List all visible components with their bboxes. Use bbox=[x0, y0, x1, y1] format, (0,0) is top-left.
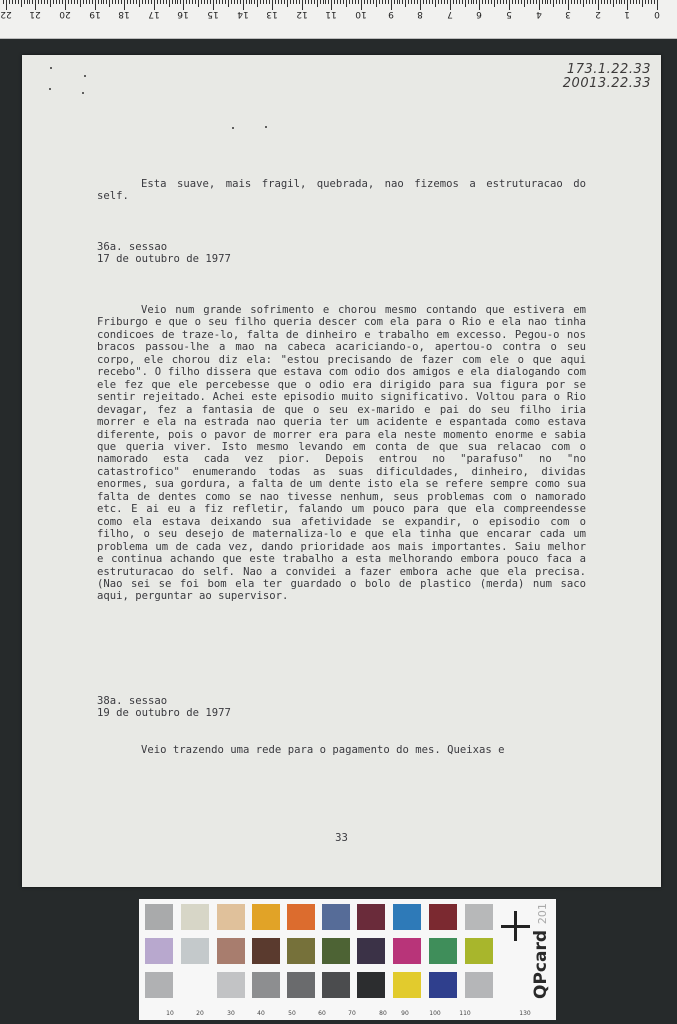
ruler-tick bbox=[32, 0, 33, 4]
ruler-tick bbox=[405, 0, 406, 7]
color-swatch bbox=[429, 938, 457, 964]
ruler-tick bbox=[177, 0, 178, 4]
ruler-tick bbox=[151, 0, 152, 4]
color-swatch bbox=[322, 904, 350, 930]
ruler-tick bbox=[195, 0, 196, 4]
ruler-tick bbox=[604, 0, 605, 4]
ruler-tick bbox=[346, 0, 347, 7]
ruler-tick bbox=[426, 0, 427, 4]
ruler-tick bbox=[12, 0, 13, 4]
ruler-tick bbox=[613, 0, 614, 7]
ruler-tick bbox=[394, 0, 395, 4]
ruler-tick bbox=[621, 0, 622, 4]
ruler-tick bbox=[18, 0, 19, 4]
ruler-tick bbox=[571, 0, 572, 4]
ruler-tick bbox=[71, 0, 72, 4]
ruler-tick bbox=[86, 0, 87, 4]
ruler-tick bbox=[98, 0, 99, 4]
ruler-tick bbox=[27, 0, 28, 4]
ruler-tick bbox=[388, 0, 389, 4]
session-title: 38a. sessao bbox=[97, 695, 168, 707]
ruler-tick bbox=[163, 0, 164, 4]
ruler-tick bbox=[610, 0, 611, 4]
ruler-tick bbox=[530, 0, 531, 4]
ruler-tick bbox=[370, 0, 371, 4]
ruler-tick bbox=[257, 0, 258, 7]
color-swatch bbox=[145, 972, 173, 998]
ruler-tick bbox=[586, 0, 587, 4]
ruler-tick bbox=[435, 0, 436, 7]
ruler-tick bbox=[260, 0, 261, 4]
crosshair-icon bbox=[501, 925, 530, 928]
color-swatch bbox=[393, 972, 421, 998]
paper-speck bbox=[49, 88, 51, 90]
ruler-tick bbox=[50, 0, 51, 7]
ruler-number: 0 bbox=[654, 9, 660, 19]
scale-label: 90 bbox=[401, 1010, 409, 1017]
ruler-tick bbox=[471, 0, 472, 4]
ruler-tick bbox=[284, 0, 285, 4]
ruler-tick bbox=[68, 0, 69, 4]
ruler-tick bbox=[642, 0, 643, 7]
ruler-tick bbox=[589, 0, 590, 4]
ruler-tick bbox=[9, 0, 10, 4]
ruler-tick bbox=[639, 0, 640, 4]
ruler-tick bbox=[379, 0, 380, 4]
scale-label: 110 bbox=[459, 1010, 471, 1017]
ruler-tick bbox=[542, 0, 543, 4]
ruler-tick bbox=[636, 0, 637, 4]
ruler-tick bbox=[607, 0, 608, 4]
ruler-tick bbox=[41, 0, 42, 4]
ruler-tick bbox=[485, 0, 486, 4]
ruler-tick bbox=[414, 0, 415, 4]
ruler-tick bbox=[240, 0, 241, 4]
ruler-tick bbox=[157, 0, 158, 4]
ruler-tick bbox=[553, 0, 554, 7]
color-swatch bbox=[393, 938, 421, 964]
ruler-tick bbox=[56, 0, 57, 4]
measurement-ruler bbox=[0, 0, 677, 39]
color-swatch bbox=[181, 938, 209, 964]
ruler-tick bbox=[577, 0, 578, 4]
ruler-tick bbox=[343, 0, 344, 4]
ruler-tick bbox=[314, 0, 315, 4]
ruler-tick bbox=[417, 0, 418, 4]
color-swatch bbox=[465, 904, 493, 930]
session-36-header bbox=[97, 241, 586, 266]
ruler-tick bbox=[80, 0, 81, 7]
ruler-tick bbox=[556, 0, 557, 4]
scale-label: 30 bbox=[227, 1010, 235, 1017]
ruler-tick bbox=[133, 0, 134, 4]
scale-label: 10 bbox=[166, 1010, 174, 1017]
scale-label: 70 bbox=[348, 1010, 356, 1017]
ruler-number: 12 bbox=[296, 9, 308, 19]
ruler-tick bbox=[453, 0, 454, 4]
ruler-tick bbox=[192, 0, 193, 4]
ruler-tick bbox=[323, 0, 324, 4]
ruler-tick bbox=[38, 0, 39, 4]
ruler-tick bbox=[349, 0, 350, 4]
ruler-tick bbox=[166, 0, 167, 4]
ruler-tick bbox=[441, 0, 442, 4]
ruler-tick bbox=[275, 0, 276, 4]
ruler-tick bbox=[246, 0, 247, 4]
color-swatch bbox=[217, 972, 245, 998]
ruler-tick bbox=[328, 0, 329, 4]
ruler-tick bbox=[512, 0, 513, 4]
ruler-tick bbox=[601, 0, 602, 4]
color-swatch bbox=[252, 972, 280, 998]
ruler-tick bbox=[127, 0, 128, 4]
ruler-tick bbox=[287, 0, 288, 7]
card-brand bbox=[531, 899, 551, 999]
color-swatch bbox=[287, 904, 315, 930]
ruler-number: 16 bbox=[177, 9, 190, 19]
intro-text: Esta suave, mais fragil, quebrada, nao fizemos a estruturacao do self. bbox=[97, 178, 586, 203]
ruler-tick bbox=[562, 0, 563, 4]
color-swatch bbox=[252, 904, 280, 930]
ruler-number: 21 bbox=[29, 9, 42, 19]
ruler-tick bbox=[103, 0, 104, 4]
ruler-tick bbox=[130, 0, 131, 4]
color-swatch bbox=[287, 938, 315, 964]
ruler-number: 5 bbox=[506, 9, 512, 19]
ruler-number: 1 bbox=[624, 9, 631, 19]
color-swatch bbox=[429, 904, 457, 930]
ruler-tick bbox=[373, 0, 374, 4]
ruler-tick bbox=[225, 0, 226, 4]
scale-label: 20 bbox=[196, 1010, 204, 1017]
ruler-tick bbox=[565, 0, 566, 4]
session-title: 36a. sessao bbox=[97, 241, 168, 253]
ruler-number: 7 bbox=[446, 9, 453, 19]
ruler-tick bbox=[172, 0, 173, 4]
ruler-tick bbox=[53, 0, 54, 4]
ruler-tick bbox=[145, 0, 146, 4]
ruler-tick bbox=[438, 0, 439, 4]
ruler-tick bbox=[216, 0, 217, 4]
ruler-tick bbox=[92, 0, 93, 4]
ruler-tick bbox=[382, 0, 383, 4]
ruler-tick bbox=[311, 0, 312, 4]
ruler-tick bbox=[293, 0, 294, 4]
ruler-number: 19 bbox=[88, 9, 101, 19]
ruler-tick bbox=[109, 0, 110, 7]
ruler-tick bbox=[364, 0, 365, 4]
ruler-number: 17 bbox=[148, 9, 160, 19]
color-swatch bbox=[393, 904, 421, 930]
scale-label: 100 bbox=[429, 1010, 441, 1017]
ruler-number: 11 bbox=[325, 9, 338, 19]
color-swatch bbox=[322, 938, 350, 964]
ruler-tick bbox=[527, 0, 528, 4]
ruler-tick bbox=[465, 0, 466, 7]
ruler-tick bbox=[142, 0, 143, 4]
ruler-tick bbox=[24, 0, 25, 4]
ruler-tick bbox=[231, 0, 232, 4]
ruler-tick bbox=[77, 0, 78, 4]
ruler-tick bbox=[281, 0, 282, 4]
ruler-tick bbox=[305, 0, 306, 4]
ruler-tick bbox=[411, 0, 412, 4]
session-body: Veio num grande sofrimento e chorou mesmo contando que estivera em Friburgo e que o seu filho queria descer com ela para o Rio e ela nao tinha condicoes de traze-lo, falta de dinheiro e trabalho em excesso. Pegou-o nos bracos passou-lhe a mao na cabeca acariciando-o, apertou-o contra o seu corpo, ele chorou diz ela: "estou precisando de fazer com ele o que aqui recebo". O filho dissera que estava com odio dos amigos e ela dialogando com ele fez que ele percebesse que o odio era dirigido para sua figura por se sentir rejeitado. Achei este episodio muito significativo. Voltou para o Rio devagar, fez a fantasia de que o seu ex-marido e pai do seu filho iria morrer e ela na estrada nao queria ter um acidente e espantada como estava diferente, pois o pavor de morrer era para ela neste momento enorme e sabia que queria viver. Isto mesmo levando em conta de que sua relacao com o namorado esta cada vez pior. Depois entrou no "parafuso" no "no catastrofico" enumerando todas as suas dificuldades, dinheiro, dividas enormes, sua gordura, a falta de um dente isto ela se refere sempre como sua falta de dentes como se nao tivesse nenhum, seus problemas com o namorado etc. E ai eu a fiz refletir, falando um pouco para que ela compreendesse como ela estava deixando sua afetividade se expandir, o episodio com o filho, o seu desejo de maternaliza-lo e que ela tinha que encarar cada um problema um de cada vez, dando prioridade aos mais importantes. Saiu melhor e continua achando que este trabalho a esta melhorando embora pouco faca a estruturacao do self. Nao a convidei a fazer embora ache que ela precisa. (Nao sei se foi bom ela ter guardado o bolo de plastico (merda) num saco aqui, perguntar ao supervisor. bbox=[97, 304, 586, 603]
ruler-tick bbox=[201, 0, 202, 4]
ruler-tick bbox=[21, 0, 22, 7]
color-swatch bbox=[145, 938, 173, 964]
ruler-tick bbox=[148, 0, 149, 4]
color-swatch bbox=[357, 938, 385, 964]
ruler-tick bbox=[497, 0, 498, 4]
color-swatch bbox=[465, 938, 493, 964]
ruler-tick bbox=[269, 0, 270, 4]
ruler-tick bbox=[459, 0, 460, 4]
ruler-number: 9 bbox=[387, 9, 394, 19]
ruler-tick bbox=[210, 0, 211, 4]
ruler-tick bbox=[545, 0, 546, 4]
ruler-tick bbox=[500, 0, 501, 4]
session-38-body bbox=[97, 744, 586, 756]
ruler-tick bbox=[83, 0, 84, 4]
ruler-tick bbox=[278, 0, 279, 4]
ruler-tick bbox=[462, 0, 463, 4]
ruler-tick bbox=[521, 0, 522, 4]
ruler-tick bbox=[118, 0, 119, 4]
ruler-number: 14 bbox=[236, 9, 249, 19]
ruler-number: 18 bbox=[118, 9, 130, 19]
ruler-tick bbox=[62, 0, 63, 4]
ruler-tick bbox=[473, 0, 474, 4]
ruler-tick bbox=[583, 0, 584, 7]
archive-code-line-1: 173.1.22.33 bbox=[566, 62, 651, 77]
ruler-tick bbox=[432, 0, 433, 4]
ruler-tick bbox=[160, 0, 161, 4]
ruler-number: 22 bbox=[0, 9, 12, 19]
ruler-number: 2 bbox=[594, 9, 601, 19]
color-swatch bbox=[252, 938, 280, 964]
ruler-tick bbox=[456, 0, 457, 4]
paper-speck bbox=[265, 126, 267, 128]
ruler-tick bbox=[494, 0, 495, 7]
paper-speck bbox=[50, 67, 52, 69]
color-swatch bbox=[322, 972, 350, 998]
ruler-tick bbox=[320, 0, 321, 4]
scale-label: 60 bbox=[318, 1010, 326, 1017]
color-swatch bbox=[217, 904, 245, 930]
ruler-number: 8 bbox=[417, 9, 424, 19]
ruler-tick bbox=[506, 0, 507, 4]
ruler-tick bbox=[651, 0, 652, 4]
page-number: 33 bbox=[335, 832, 348, 844]
ruler-tick bbox=[189, 0, 190, 4]
ruler-tick bbox=[325, 0, 326, 4]
ruler-tick bbox=[296, 0, 297, 4]
ruler-tick bbox=[574, 0, 575, 4]
archive-code bbox=[563, 63, 651, 91]
ruler-tick bbox=[376, 0, 377, 7]
ruler-tick bbox=[317, 0, 318, 7]
ruler-tick bbox=[219, 0, 220, 4]
ruler-tick bbox=[337, 0, 338, 4]
ruler-tick bbox=[334, 0, 335, 4]
ruler-tick bbox=[533, 0, 534, 4]
ruler-tick bbox=[222, 0, 223, 4]
ruler-tick bbox=[29, 0, 30, 4]
ruler-tick bbox=[408, 0, 409, 4]
session-36-body bbox=[97, 304, 586, 603]
ruler-tick bbox=[355, 0, 356, 4]
ruler-number: 15 bbox=[207, 9, 219, 19]
ruler-tick bbox=[447, 0, 448, 4]
ruler-number: 4 bbox=[535, 9, 542, 19]
ruler-tick bbox=[488, 0, 489, 4]
ruler-tick bbox=[237, 0, 238, 4]
ruler-tick bbox=[402, 0, 403, 4]
ruler-tick bbox=[648, 0, 649, 4]
ruler-tick bbox=[547, 0, 548, 4]
ruler-tick bbox=[15, 0, 16, 4]
ruler-tick bbox=[630, 0, 631, 4]
ruler-tick bbox=[308, 0, 309, 4]
ruler-tick bbox=[654, 0, 655, 4]
color-swatch bbox=[287, 972, 315, 998]
color-swatch bbox=[217, 938, 245, 964]
ruler-tick bbox=[106, 0, 107, 4]
ruler-tick bbox=[89, 0, 90, 4]
paper-speck bbox=[84, 75, 86, 77]
ruler-tick bbox=[633, 0, 634, 4]
ruler-tick bbox=[645, 0, 646, 4]
ruler-tick bbox=[397, 0, 398, 4]
paper-speck bbox=[232, 127, 234, 129]
ruler-number: 3 bbox=[565, 9, 572, 19]
ruler-tick bbox=[536, 0, 537, 4]
ruler-tick bbox=[44, 0, 45, 4]
ruler-tick bbox=[251, 0, 252, 4]
color-swatch bbox=[357, 904, 385, 930]
ruler-tick bbox=[550, 0, 551, 4]
ruler-tick bbox=[352, 0, 353, 4]
session-body: Veio trazendo uma rede para o pagamento do mes. Queixas e bbox=[141, 744, 505, 756]
ruler-tick bbox=[169, 0, 170, 7]
color-swatch bbox=[429, 972, 457, 998]
ruler-tick bbox=[74, 0, 75, 4]
ruler-tick bbox=[367, 0, 368, 4]
session-date: 19 de outubro de 1977 bbox=[97, 707, 231, 720]
ruler-tick bbox=[234, 0, 235, 4]
ruler-tick bbox=[266, 0, 267, 4]
document-page bbox=[22, 55, 661, 887]
session-date: 17 de outubro de 1977 bbox=[97, 253, 231, 266]
ruler-tick bbox=[204, 0, 205, 4]
scale-label: 50 bbox=[288, 1010, 296, 1017]
ruler-tick bbox=[429, 0, 430, 4]
session-38-header bbox=[97, 695, 586, 720]
scale-label: 40 bbox=[257, 1010, 265, 1017]
ruler-tick bbox=[340, 0, 341, 4]
ruler-number: 20 bbox=[59, 9, 71, 19]
ruler-tick bbox=[101, 0, 102, 4]
ruler-tick bbox=[476, 0, 477, 4]
archive-code-line-2: 20013.22.33 bbox=[562, 76, 651, 91]
ruler-tick bbox=[186, 0, 187, 4]
ruler-tick bbox=[595, 0, 596, 4]
card-scale bbox=[139, 1009, 556, 1020]
ruler-tick bbox=[175, 0, 176, 4]
ruler-number: 6 bbox=[476, 9, 483, 19]
ruler-tick bbox=[139, 0, 140, 7]
scale-label: 80 bbox=[379, 1010, 387, 1017]
color-swatch bbox=[465, 972, 493, 998]
ruler-tick bbox=[468, 0, 469, 4]
ruler-tick bbox=[423, 0, 424, 4]
card-model: 201 bbox=[536, 903, 549, 925]
ruler-tick bbox=[580, 0, 581, 4]
color-swatch bbox=[181, 904, 209, 930]
ruler-tick bbox=[482, 0, 483, 4]
ruler-tick bbox=[228, 0, 229, 7]
ruler-tick bbox=[290, 0, 291, 4]
ruler-tick bbox=[385, 0, 386, 4]
color-swatch bbox=[145, 904, 173, 930]
ruler-tick bbox=[559, 0, 560, 4]
ruler-tick bbox=[207, 0, 208, 4]
intro-paragraph bbox=[97, 178, 586, 203]
card-brand-name: QPcard bbox=[531, 929, 551, 999]
ruler-tick bbox=[358, 0, 359, 4]
color-swatch bbox=[181, 972, 209, 998]
ruler-number: 13 bbox=[266, 9, 278, 19]
ruler-tick bbox=[503, 0, 504, 4]
ruler-tick bbox=[592, 0, 593, 4]
ruler-tick bbox=[112, 0, 113, 4]
scale-label: 130 bbox=[519, 1010, 531, 1017]
ruler-tick bbox=[254, 0, 255, 4]
ruler-tick bbox=[3, 0, 4, 4]
ruler-tick bbox=[616, 0, 617, 4]
ruler-tick bbox=[619, 0, 620, 4]
ruler-tick bbox=[121, 0, 122, 4]
paper-speck bbox=[82, 92, 84, 94]
ruler-number: 10 bbox=[355, 9, 367, 19]
color-calibration-card bbox=[139, 899, 556, 1020]
ruler-tick bbox=[299, 0, 300, 4]
ruler-tick bbox=[180, 0, 181, 4]
color-swatch bbox=[357, 972, 385, 998]
ruler-tick bbox=[399, 0, 400, 4]
ruler-tick bbox=[515, 0, 516, 4]
ruler-tick bbox=[518, 0, 519, 4]
ruler-tick bbox=[47, 0, 48, 4]
ruler-tick bbox=[491, 0, 492, 4]
ruler-tick bbox=[263, 0, 264, 4]
ruler-tick bbox=[198, 0, 199, 7]
ruler-tick bbox=[59, 0, 60, 4]
ruler-tick bbox=[444, 0, 445, 4]
ruler-tick bbox=[115, 0, 116, 4]
ruler-tick bbox=[524, 0, 525, 7]
ruler-tick bbox=[136, 0, 137, 4]
ruler-tick bbox=[624, 0, 625, 4]
ruler-tick bbox=[249, 0, 250, 4]
